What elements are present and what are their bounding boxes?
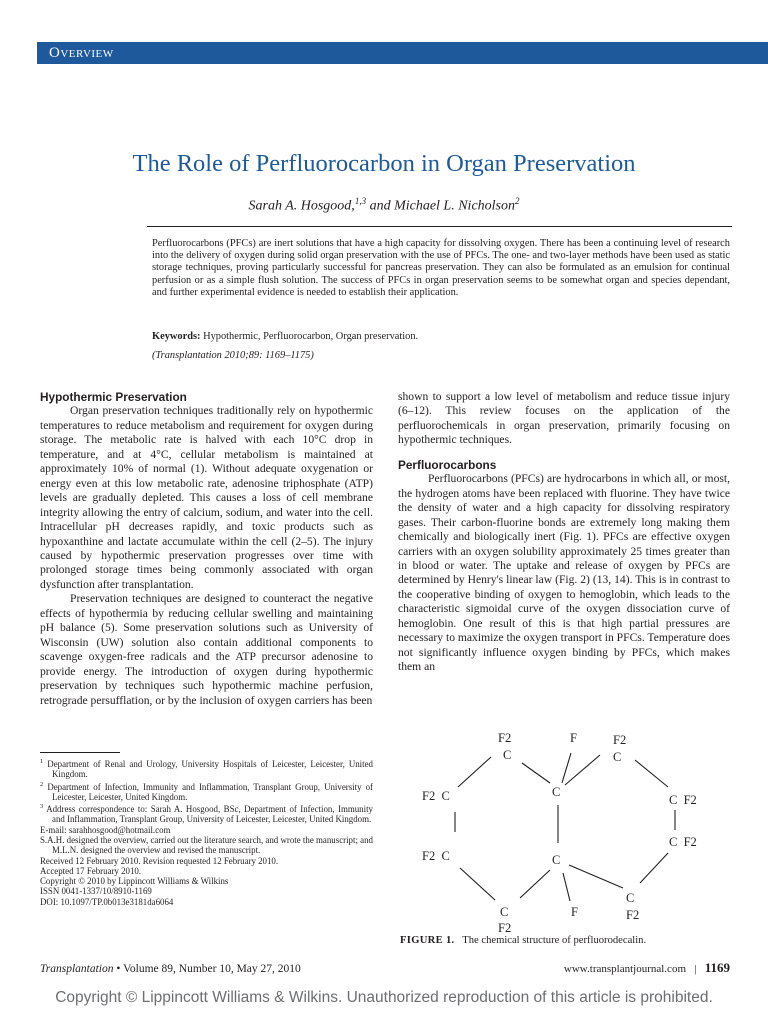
footnote: S.A.H. designed the overview, carried out the literature search, and wrote the manuscript; and M.L.N. designed the overview and revised the manuscript. [40,834,373,856]
copyright-notice: Copyright © Lippincott Williams & Wilkins. Unauthorized reproduction of this article is prohibited. [55,989,713,1006]
atom-label: C [613,750,622,764]
bond-lines [455,753,675,901]
atom-label: C F2 [669,793,697,807]
bond [569,865,623,888]
issue-info: • Volume 89, Number 10, May 27, 2010 [113,963,301,975]
column-right [398,390,730,675]
atom-label: F2 [613,733,627,747]
bond [460,868,495,900]
atom-label: F2 C [422,849,450,863]
bond [520,870,550,898]
section-bar [37,42,768,64]
paragraph: shown to support a low level of metabolism and reduce tissue injury (6–12). This review focuses on the application of the perfluorochemicals in organ preservation, primarily focusing on hypothermic techniques. [398,390,730,447]
authors [0,192,768,216]
atom-label: C [500,905,509,919]
footer-separator: | [694,963,697,975]
figure-1-caption [400,934,730,947]
author-2: and Michael L. Nicholson [366,198,515,214]
footnote: DOI: 10.1097/TP.0b013e3181da6064 [40,896,174,907]
atom-label: F2 [498,731,512,745]
atom-label: C [552,785,561,799]
footnote: E-mail: sarahhosgood@hotmail.com [40,824,171,835]
section-heading-hypothermic: Hypothermic Preservation [40,390,187,404]
citation: (Transplantation 2010;89: 1169–1175) [152,350,314,361]
journal-name: Transplantation [40,963,114,975]
footnote-rule [40,752,120,753]
article-title: The Role of Perfluorocarbon in Organ Preservation [132,150,636,177]
journal-url[interactable]: www.transplantjournal.com [563,963,686,975]
author-1: Sarah A. Hosgood, [248,198,355,214]
footnote: Copyright © 2010 by Lippincott Williams & Wilkins [40,876,229,887]
page-number: 1169 [704,960,730,975]
figure-1-structure [400,725,730,935]
author-1-affil: 1,3 [354,196,367,206]
footnotes [40,757,373,907]
bond [635,760,668,787]
caption-label: FIGURE 1. [400,935,455,946]
section-label: Overview [49,45,114,61]
footer-page-info [450,961,730,976]
section-heading-pfc: Perfluorocarbons [398,457,497,472]
footnote: Received 12 February 2010. Revision requested 12 February 2010. [40,855,279,866]
keywords-label: Keywords: [152,331,201,342]
caption-text: The chemical structure of perfluorodecalin. [462,935,647,946]
footnote: $^3$ Address correspondence to: Sarah A. Hosgood, BSc, Department of Infection, Immunity and Inflammation, Transplant Group, University of Leicester, Leicester, United Kingdom. [40,803,373,825]
column-left [40,390,373,708]
bond [522,763,550,783]
bond [562,753,571,783]
title-rule [147,226,732,227]
abstract-text: Perfluorocarbons (PFCs) are inert solutions that have a high capacity for dissolving oxygen. There has been a continuing level of research into the delivery of oxygen during solid organ preservation with the use of PFCs. The one- and two-layer methods have been used as static storage techniques, proving particularly successful for pancreas preservation. They can also be formulated as an emulsion for continual perfusion or as a simple flush solution. The success of PFCs in organ preservation seems to be somewhat organ and species dependant, and further experimental evidence is needed to establish their application. [152,238,730,298]
keywords [152,330,730,343]
paragraph: Organ preservation techniques traditionally rely on hypothermic temperatures to reduce metabolism and requirement for oxygen during storage. The metabolic rate is halved with each 10°C drop in temperature, and at 4°C, cellular metabolism is maintained at approximately 10% of normal (1). Without adequate oxygenation or energy even at this low metabolic rate, adenosine triphosphate (ATP) levels are gradually depleted. This causes a loss of cell membrane integrity allowing the entry of calcium, sodium, and water into the cell. Intracellular pH decreases rapidly, and toxic products such as hypoxanthine and lactate accumulate within the cell (2–5). The injury caused by hypothermic preservation progresses over time with prolonged storage times being commonly associated with organ dysfunction after transplantation. [40,404,373,591]
atom-label: C [503,748,512,762]
atom-label: C [552,853,561,867]
paragraph: Preservation techniques are designed to counteract the negative effects of hypothermia by reducing cellular swelling and maintaining pH balance (5). Some preservation solutions such as University of Wisconsin (UW) solution also contain additional components to scavenge oxygen-free radicals and the ATP precursor adenosine to provide energy. The introduction of oxygen during hypothermic preservation by techniques such hypothermic machine perfusion, retrograde persufflation, or by the inclusion of oxygen carriers has been [40,592,373,707]
abstract [152,238,730,299]
paragraph: Perfluorocarbons (PFCs) are hydrocarbons in which all, or most, the hydrogen atoms have been replaced with fluorine. They have twice the density of water and a high capacity for dissolving respiratory gases. Their carbon-fluorine bonds are extremely long making them chemically and biologically inert (Fig. 1). PFCs are effective oxygen carriers with an oxygen solubility approximately 25 times greater than in blood or water. The uptake and release of oxygen by PFCs are determined by Henry's linear law (Fig. 2) (13, 14). This is in contrast to the cooperative binding of oxygen to hemoglobin, which leads to the characteristic sigmoidal curve of the oxygen dissociation curve of hemoglobin. One result of this is that high partial pressures are necessary to maximize the oxygen transport in PFCs. Temperature does not significantly influence oxygen binding by PFCs, which makes them an [398,472,730,674]
atom-labels [422,731,697,935]
atom-label: F2 [626,908,640,922]
atom-label: F2 C [422,789,450,803]
footnote: $^2$ Department of Infection, Immunity and Inflammation, Transplant Group, University of Leicester, Leicester, United Kingdom. [40,780,373,802]
atom-label: F [571,905,578,919]
bond [458,757,491,787]
keywords-text: Hypothermic, Perfluorocarbon, Organ preservation. [200,331,419,342]
bond [640,853,668,883]
footnote: Accepted 17 February 2010. [40,865,142,876]
atom-label: F [570,731,577,745]
footnote: ISSN 0041-1337/10/8910-1169 [40,886,152,897]
bond [563,873,570,901]
footer-journal-info [40,962,301,976]
footnote: $^1$ Department of Renal and Urology, University Hospitals of Leicester, Leicester, United Kingdom. [40,758,373,780]
bond [565,755,600,785]
atom-label: F2 [498,921,512,935]
author-2-affil: 2 [515,196,520,206]
atom-label: C [626,891,635,905]
atom-label: C F2 [669,835,697,849]
